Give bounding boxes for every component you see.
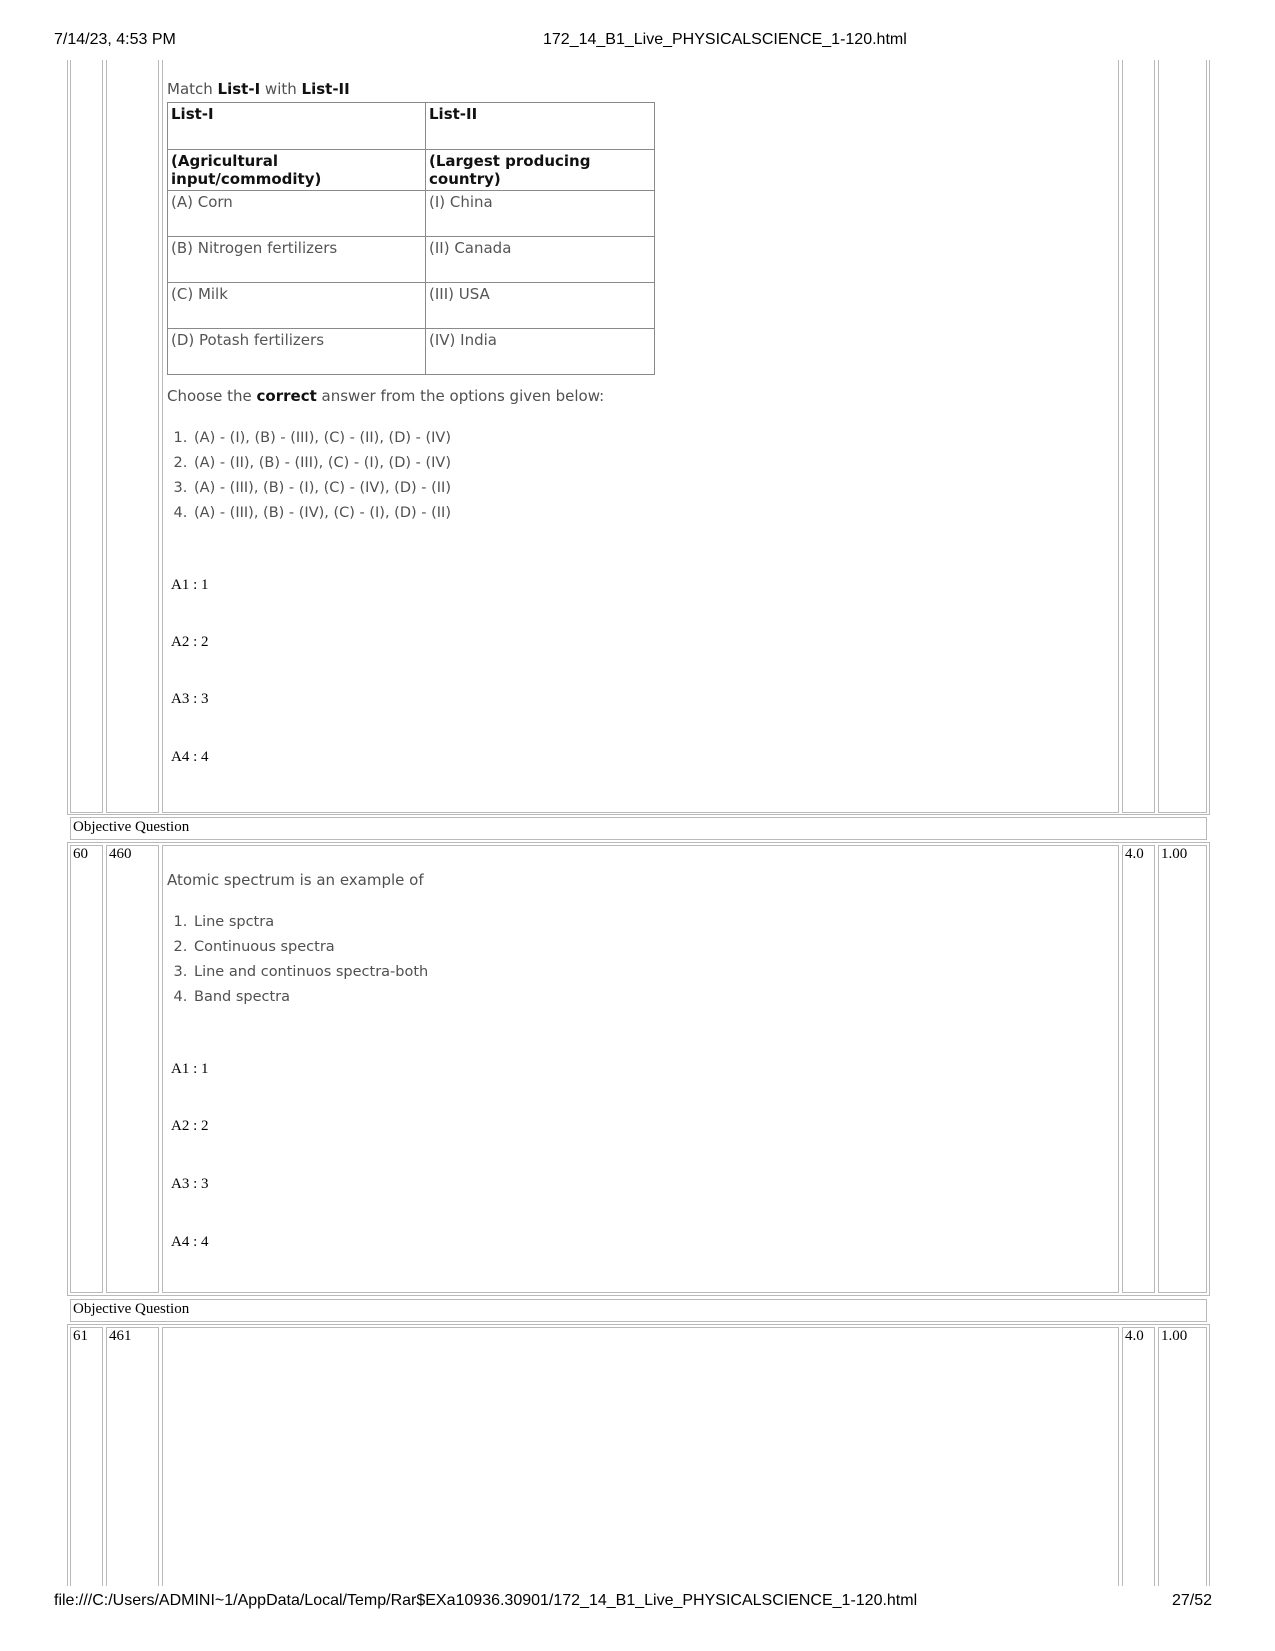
answer-option: A1 : 1 [171, 1061, 209, 1077]
negative-marks: 1.00 [1161, 1328, 1188, 1344]
table-cell: (A) Corn [168, 191, 426, 237]
question-text: Atomic spectrum is an example of [167, 871, 424, 889]
option-item: 3. (A) - (III), (B) - (I), (C) - (IV), (D) - (II) [192, 476, 451, 501]
table-cell: (III) USA [426, 283, 655, 329]
answer-option: A2 : 2 [171, 634, 209, 650]
marks-cell-q59 [1122, 60, 1155, 813]
marks-cell-q60 [1122, 845, 1155, 1293]
neg-cell-q59 [1158, 60, 1207, 813]
answer-option: A4 : 4 [171, 1234, 209, 1250]
marks-cell-q61 [1122, 1327, 1155, 1586]
option-item: 4. (A) - (III), (B) - (IV), (C) - (I), (D) - (II) [192, 501, 451, 526]
page-number: 27/52 [1171, 1592, 1212, 1609]
print-datetime: 7/14/23, 4:53 PM [54, 31, 176, 48]
option-item: 4. Band spectra [192, 985, 428, 1010]
sno-cell-q59 [70, 60, 103, 813]
option-item: 2. (A) - (II), (B) - (III), (C) - (I), (D) - (IV) [192, 451, 451, 476]
neg-cell-q61 [1158, 1327, 1207, 1586]
table-cell: (I) China [426, 191, 655, 237]
question-type-row [70, 1299, 1207, 1322]
option-item: 3. Line and continuos spectra-both [192, 960, 428, 985]
negative-marks: 1.00 [1161, 846, 1188, 862]
serial-number: 61 [73, 1328, 88, 1344]
table-header-list1: List-I [168, 103, 426, 150]
question-marks: 4.0 [1125, 846, 1144, 862]
question-type-row [70, 817, 1207, 840]
table-subheader-list2: (Largest producing country) [426, 150, 655, 191]
option-item: 2. Continuous spectra [192, 935, 428, 960]
serial-number: 60 [73, 846, 88, 862]
table-cell: (C) Milk [168, 283, 426, 329]
table-header-list2: List-II [426, 103, 655, 150]
table-cell: (II) Canada [426, 237, 655, 283]
answer-option: A4 : 4 [171, 749, 209, 765]
match-table [167, 102, 655, 375]
table-cell: (D) Potash fertilizers [168, 329, 426, 375]
question-marks: 4.0 [1125, 1328, 1144, 1344]
content-cell-q61 [162, 1327, 1119, 1586]
question-type-label: Objective Question [73, 1301, 190, 1317]
option-item: 1. Line spctra [192, 910, 428, 935]
match-instruction: Match List-I with List-II [167, 80, 350, 98]
sno-cell-q60 [70, 845, 103, 1293]
answer-option: A1 : 1 [171, 577, 209, 593]
option-list-q60 [167, 910, 428, 1010]
qid-cell-q59 [106, 60, 159, 813]
file-path: file:///C:/Users/ADMINI~1/AppData/Local/Temp/Rar$EXa10936.30901/172_14_B1_Live_PHYSICALSCIENCE_1-120.html [54, 1592, 918, 1609]
choose-instruction: Choose the correct answer from the options given below: [167, 387, 605, 405]
neg-cell-q60 [1158, 845, 1207, 1293]
answer-option: A3 : 3 [171, 1176, 209, 1192]
qid-cell-q60 [106, 845, 159, 1293]
qid-cell-q61 [106, 1327, 159, 1586]
answer-option: A2 : 2 [171, 1118, 209, 1134]
table-cell: (B) Nitrogen fertilizers [168, 237, 426, 283]
answer-option: A3 : 3 [171, 691, 209, 707]
question-id: 461 [109, 1328, 132, 1344]
table-cell: (IV) India [426, 329, 655, 375]
question-type-label: Objective Question [73, 819, 190, 835]
sno-cell-q61 [70, 1327, 103, 1586]
question-id: 460 [109, 846, 132, 862]
option-list-q59 [167, 426, 451, 526]
document-title: 172_14_B1_Live_PHYSICALSCIENCE_1-120.html [543, 31, 907, 48]
table-subheader-list1: (Agricultural input/commodity) [168, 150, 426, 191]
option-item: 1. (A) - (I), (B) - (III), (C) - (II), (D) - (IV) [192, 426, 451, 451]
